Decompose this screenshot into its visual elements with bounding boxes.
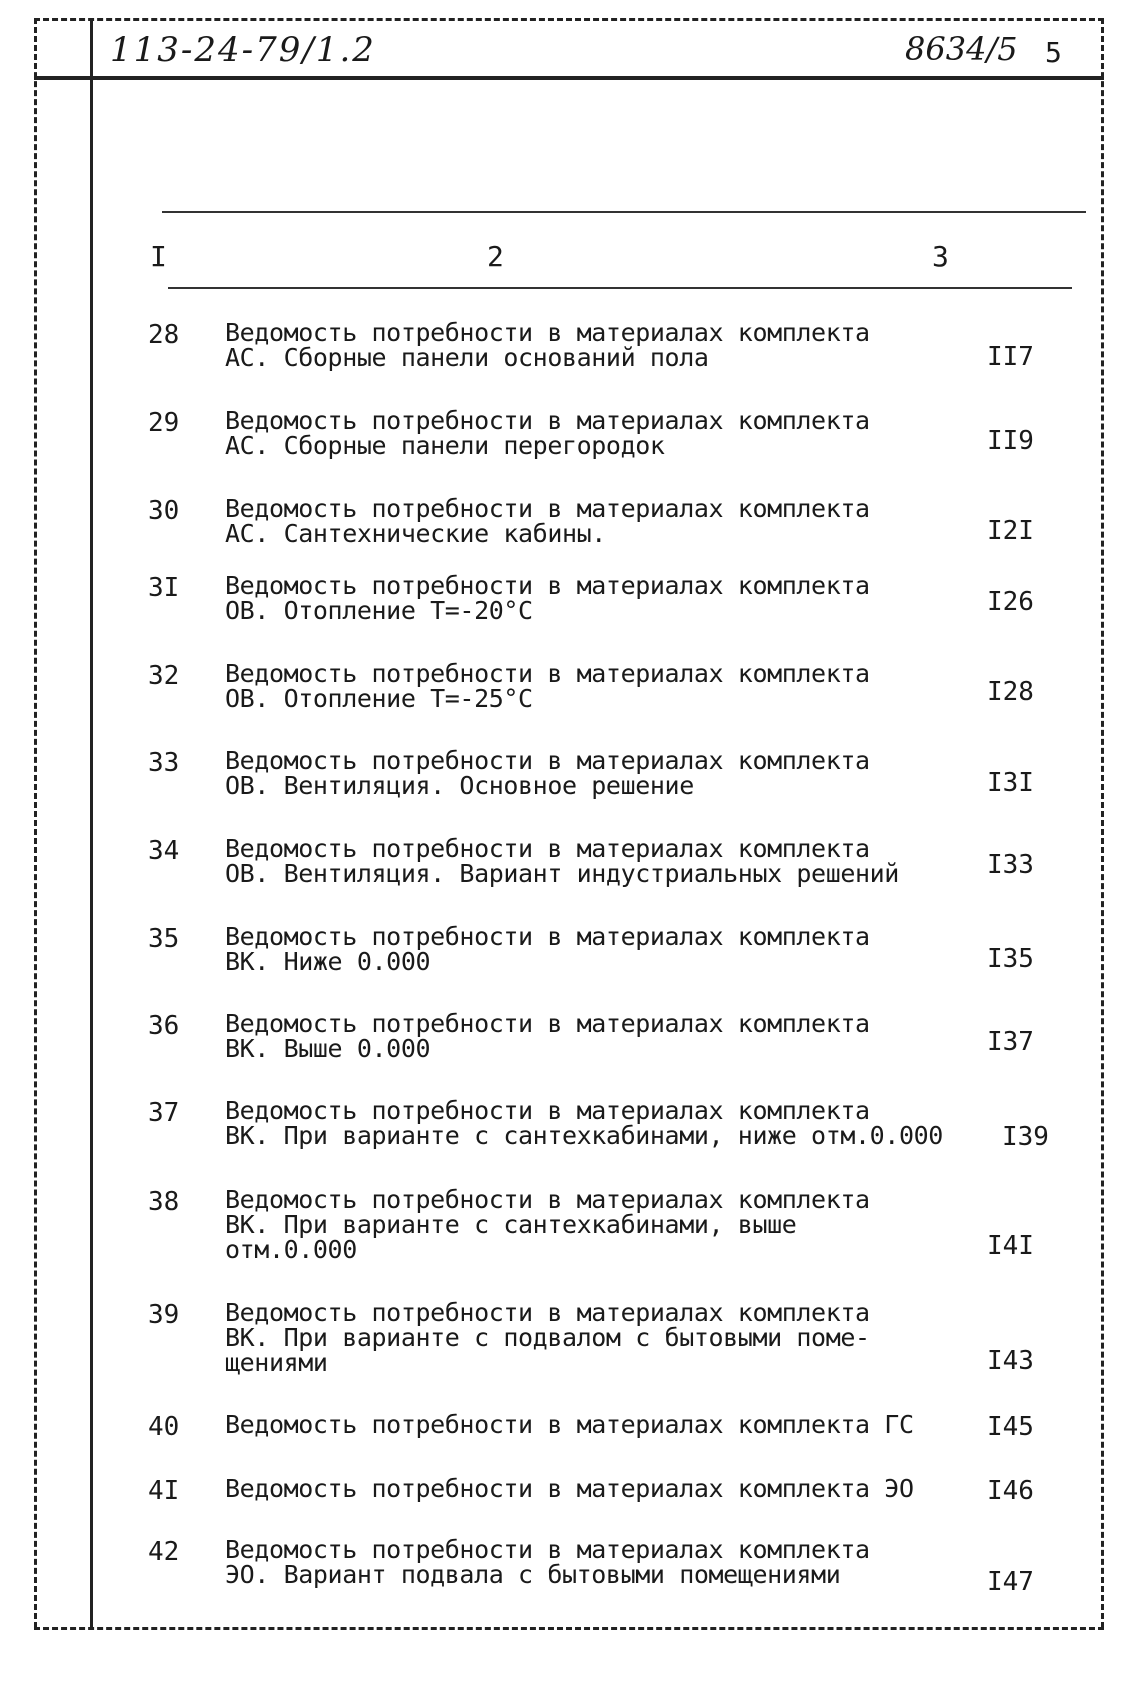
entry-number: 33 bbox=[148, 748, 180, 778]
frame-left-border bbox=[34, 18, 37, 1628]
binding-margin-line bbox=[90, 18, 93, 1628]
entry-page: II7 bbox=[987, 342, 1034, 372]
entry-page: I33 bbox=[987, 850, 1034, 880]
page-number: 5 bbox=[1045, 36, 1062, 69]
entry-number: 36 bbox=[148, 1011, 180, 1041]
entry-page: I43 bbox=[987, 1346, 1034, 1376]
entry-title: Ведомость потребности в материалах комплекта ВК. При варианте с сантехкабинами, ниже отм.0.000 bbox=[225, 1096, 943, 1150]
entry-number: 39 bbox=[148, 1300, 180, 1330]
entry-page: I39 bbox=[1002, 1122, 1049, 1152]
entry-title: Ведомость потребности в материалах комплекта ОВ. Отопление T=-20°C bbox=[225, 571, 870, 625]
entry-title: Ведомость потребности в материалах комплекта АС. Сборные панели оснований пола bbox=[225, 318, 870, 372]
entry-number: 38 bbox=[148, 1187, 180, 1217]
entry-number: 42 bbox=[148, 1537, 180, 1567]
entry-number: 29 bbox=[148, 408, 180, 438]
entry-title: Ведомость потребности в материалах комплекта ЭО bbox=[225, 1474, 914, 1503]
entry-page: I47 bbox=[987, 1567, 1034, 1597]
entry-number: 34 bbox=[148, 836, 180, 866]
entry-title: Ведомость потребности в материалах комплекта ЭО. Вариант подвала с бытовыми помещениями bbox=[225, 1535, 870, 1589]
entry-page: I46 bbox=[987, 1476, 1034, 1506]
frame-right-border bbox=[1101, 18, 1104, 1628]
entry-page: I26 bbox=[987, 587, 1034, 617]
entry-number: 35 bbox=[148, 924, 180, 954]
column-header-number: I bbox=[150, 240, 167, 273]
entry-title: Ведомость потребности в материалах комплекта ВК. При варианте с подвалом с бытовыми поме- щениями bbox=[225, 1298, 870, 1377]
entry-number: 3I bbox=[148, 573, 180, 603]
entry-number: 32 bbox=[148, 661, 180, 691]
entry-page: I3I bbox=[987, 768, 1034, 798]
entry-title: Ведомость потребности в материалах комплекта ОВ. Отопление T=-25°C bbox=[225, 659, 870, 713]
column-header-title: 2 bbox=[487, 240, 504, 273]
column-header-page: 3 bbox=[932, 240, 949, 273]
entry-title: Ведомость потребности в материалах комплекта ВК. Ниже 0.000 bbox=[225, 922, 870, 976]
entry-page: I45 bbox=[987, 1412, 1034, 1442]
entry-page: I28 bbox=[987, 677, 1034, 707]
entry-page: I2I bbox=[987, 516, 1034, 546]
entry-title: Ведомость потребности в материалах комплекта ВК. При варианте с сантехкабинами, выше отм.0.000 bbox=[225, 1185, 870, 1264]
entry-number: 40 bbox=[148, 1412, 180, 1442]
frame-bottom-border bbox=[34, 1627, 1104, 1630]
entry-number: 28 bbox=[148, 320, 180, 350]
entry-number: 4I bbox=[148, 1476, 180, 1506]
table-header-rule bbox=[168, 287, 1072, 289]
entry-title: Ведомость потребности в материалах комплекта ВК. Выше 0.000 bbox=[225, 1009, 870, 1063]
entry-title: Ведомость потребности в материалах комплекта АС. Сборные панели перегородок bbox=[225, 406, 870, 460]
entry-title: Ведомость потребности в материалах комплекта ОВ. Вентиляция. Вариант индустриальных решений bbox=[225, 834, 899, 888]
entry-number: 30 bbox=[148, 496, 180, 526]
header-rule bbox=[34, 76, 1104, 80]
entry-title: Ведомость потребности в материалах комплекта ОВ. Вентиляция. Основное решение bbox=[225, 746, 870, 800]
table-top-rule bbox=[162, 211, 1086, 213]
entry-page: I35 bbox=[987, 944, 1034, 974]
entry-page: I4I bbox=[987, 1231, 1034, 1261]
document-code: 113-24-79/1.2 bbox=[110, 30, 376, 70]
entry-title: Ведомость потребности в материалах комплекта ГС bbox=[225, 1410, 914, 1439]
document-number: 8634/5 bbox=[905, 30, 1018, 68]
frame-top-border bbox=[34, 18, 1104, 21]
entry-page: I37 bbox=[987, 1027, 1034, 1057]
entry-page: II9 bbox=[987, 426, 1034, 456]
entry-number: 37 bbox=[148, 1098, 180, 1128]
entry-title: Ведомость потребности в материалах комплекта АС. Сантехнические кабины. bbox=[225, 494, 870, 548]
